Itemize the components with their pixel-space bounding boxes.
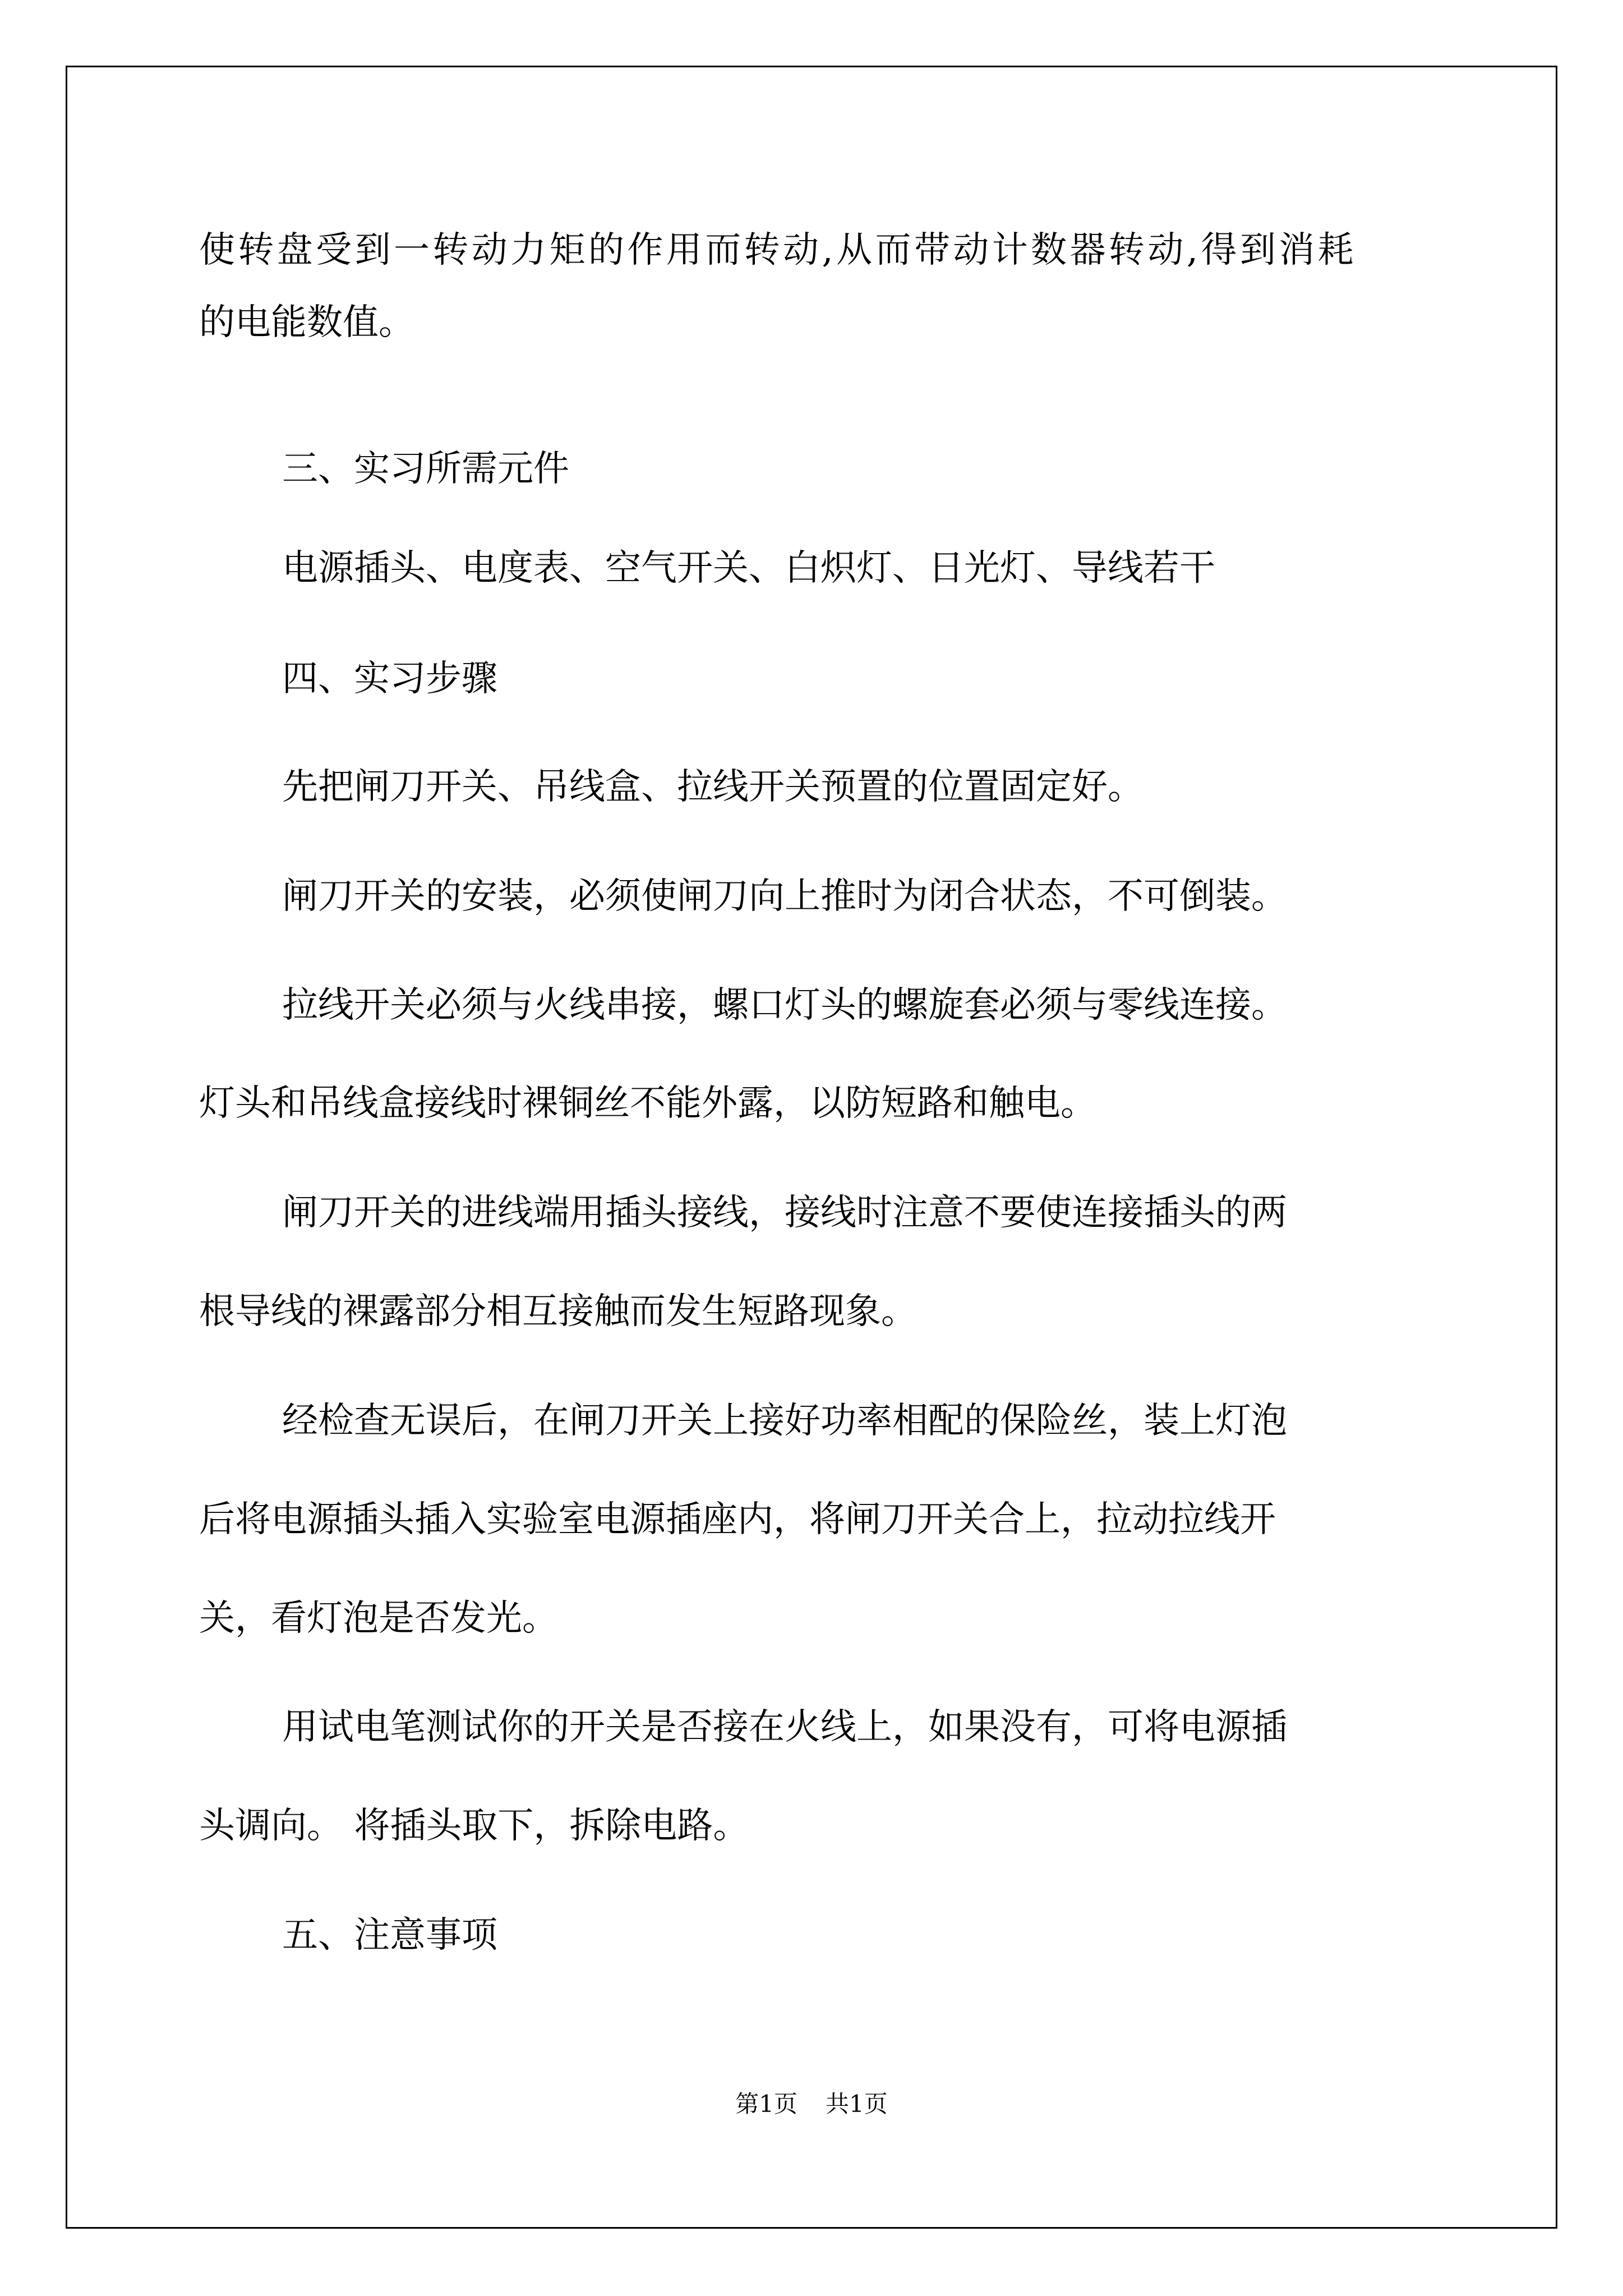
- page-total: 共1页: [826, 2090, 888, 2118]
- paragraph-line: 的电能数值。: [199, 302, 414, 343]
- paragraph-line: 后将电源插头插入实验室电源插座内，将闸刀开关合上，拉动拉线开: [199, 1499, 1276, 1540]
- paragraph-line: 灯头和吊线盒接线时裸铜丝不能外露，以防短路和触电。: [199, 1083, 1096, 1124]
- paragraph-line: 根导线的裸露部分相互接触而发生短路现象。: [199, 1291, 917, 1332]
- paragraph-line: 电源插头、电度表、空气开关、白炽灯、日光灯、导线若干: [282, 547, 1215, 589]
- page-border: [66, 66, 1557, 2229]
- section-heading: 三、实习所需元件: [282, 448, 569, 490]
- section-heading: 五、注意事项: [282, 1915, 497, 1956]
- paragraph-line: 用试电笔测试你的开关是否接在火线上，如果没有，可将电源插: [282, 1706, 1287, 1748]
- paragraph-line: 关，看灯泡是否发光。: [199, 1598, 558, 1639]
- page-footer: [0, 2092, 1623, 2116]
- paragraph-line: 经检查无误后，在闸刀开关上接好功率相配的保险丝，装上灯泡: [282, 1400, 1287, 1442]
- paragraph-line: 头调向。 将插头取下，拆除电路。: [199, 1805, 749, 1847]
- section-heading: 四、实习步骤: [282, 658, 497, 700]
- page-number: 第1页: [735, 2090, 797, 2118]
- paragraph-line: 闸刀开关的安装，必须使闸刀向上推时为闭合状态，不可倒装。: [282, 876, 1287, 917]
- paragraph-line: 闸刀开关的进线端用插头接线，接线时注意不要使连接插头的两: [282, 1192, 1287, 1234]
- paragraph-line: 先把闸刀开关、吊线盒、拉线开关预置的位置固定好。: [282, 766, 1144, 808]
- paragraph-line: 拉线开关必须与火线串接，螺口灯头的螺旋套必须与零线连接。: [282, 984, 1287, 1026]
- paragraph-line: 使转盘受到一转动力矩的作用而转动,从而带动计数器转动,得到消耗: [199, 229, 1357, 271]
